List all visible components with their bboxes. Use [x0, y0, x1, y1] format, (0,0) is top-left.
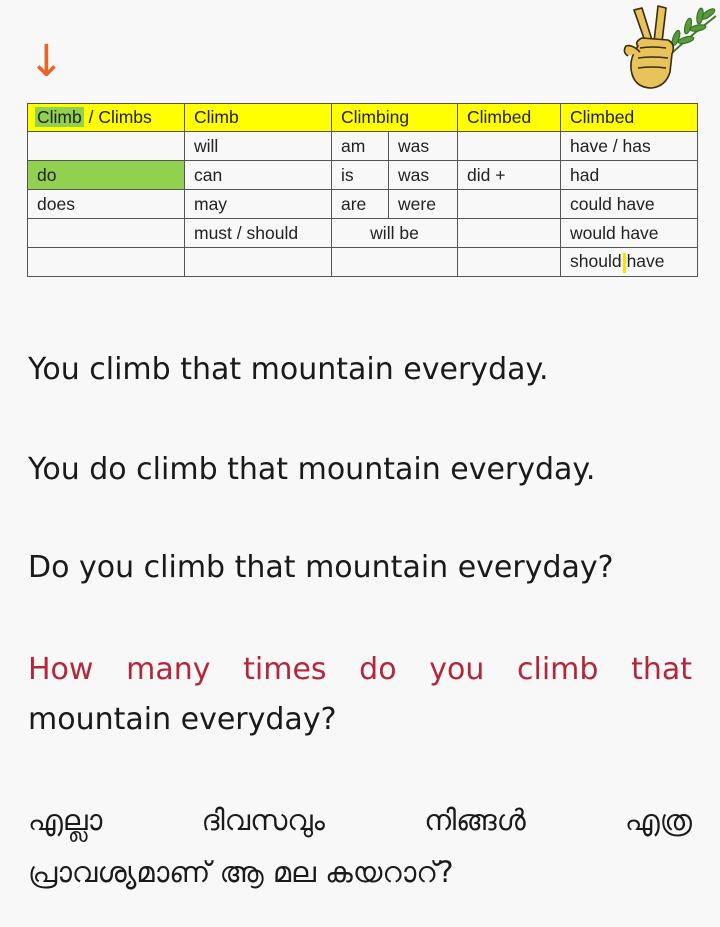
table-cell — [185, 248, 332, 277]
table-cell: is — [332, 161, 389, 190]
table-row — [28, 219, 698, 248]
header-cell: Climbing — [332, 104, 458, 132]
table-cell — [458, 132, 561, 161]
table-cell: was — [389, 161, 458, 190]
table-cell: could have — [561, 190, 698, 219]
table-cell — [458, 219, 561, 248]
down-arrow-icon: ↓ — [28, 36, 65, 87]
table-cell — [458, 248, 561, 277]
header-cell: Climbed — [561, 104, 698, 132]
table-cell: am — [332, 132, 389, 161]
table-cell: does — [28, 190, 185, 219]
sentence-1: You climb that mountain everyday. — [28, 352, 549, 387]
header-cell — [28, 104, 185, 132]
question-black-line: mountain everyday? — [28, 702, 337, 737]
question-red-line: How many times do you climb that — [28, 652, 692, 687]
table-row — [28, 132, 698, 161]
table-cell — [28, 248, 185, 277]
table-cell: may — [185, 190, 332, 219]
cell-text: should — [570, 251, 622, 272]
table-row — [28, 161, 698, 190]
table-cell: would have — [561, 219, 698, 248]
table-cell: will — [185, 132, 332, 161]
table-cell: do — [28, 161, 185, 190]
verb-forms-table — [27, 103, 698, 277]
cell-text: have — [626, 251, 665, 272]
table-row — [28, 248, 698, 277]
table-cell — [561, 248, 698, 277]
sentence-2: You do climb that mountain everyday. — [28, 452, 596, 487]
table-cell: can — [185, 161, 332, 190]
header-text: / Climbs — [83, 107, 152, 127]
table-cell — [28, 132, 185, 161]
victory-hand-icon — [612, 2, 720, 98]
table-cell — [28, 219, 185, 248]
header-cell: Climb — [185, 104, 332, 132]
table-header-row — [28, 104, 698, 132]
table-row — [28, 190, 698, 219]
table-cell: will be — [332, 219, 458, 248]
question-block — [28, 645, 692, 745]
table-cell — [458, 190, 561, 219]
table-cell: did + — [458, 161, 561, 190]
table-cell: was — [389, 132, 458, 161]
malayalam-line-2: പ്രാവശ്യമാണ് ആ മല കയറാറ്? — [28, 855, 454, 889]
table-cell: must / should — [185, 219, 332, 248]
text-cursor-mark — [623, 253, 626, 273]
header-cell: Climbed — [458, 104, 561, 132]
sentence-3: Do you climb that mountain everyday? — [28, 550, 614, 585]
table-cell: were — [389, 190, 458, 219]
malayalam-translation — [28, 794, 692, 898]
table-cell: are — [332, 190, 389, 219]
malayalam-line-1: എല്ലാ ദിവസവും നിങ്ങൾ എത്ര — [28, 803, 692, 837]
highlighted-word: Climb — [37, 107, 82, 127]
table-cell — [332, 248, 458, 277]
table-cell: had — [561, 161, 698, 190]
table-cell: have / has — [561, 132, 698, 161]
